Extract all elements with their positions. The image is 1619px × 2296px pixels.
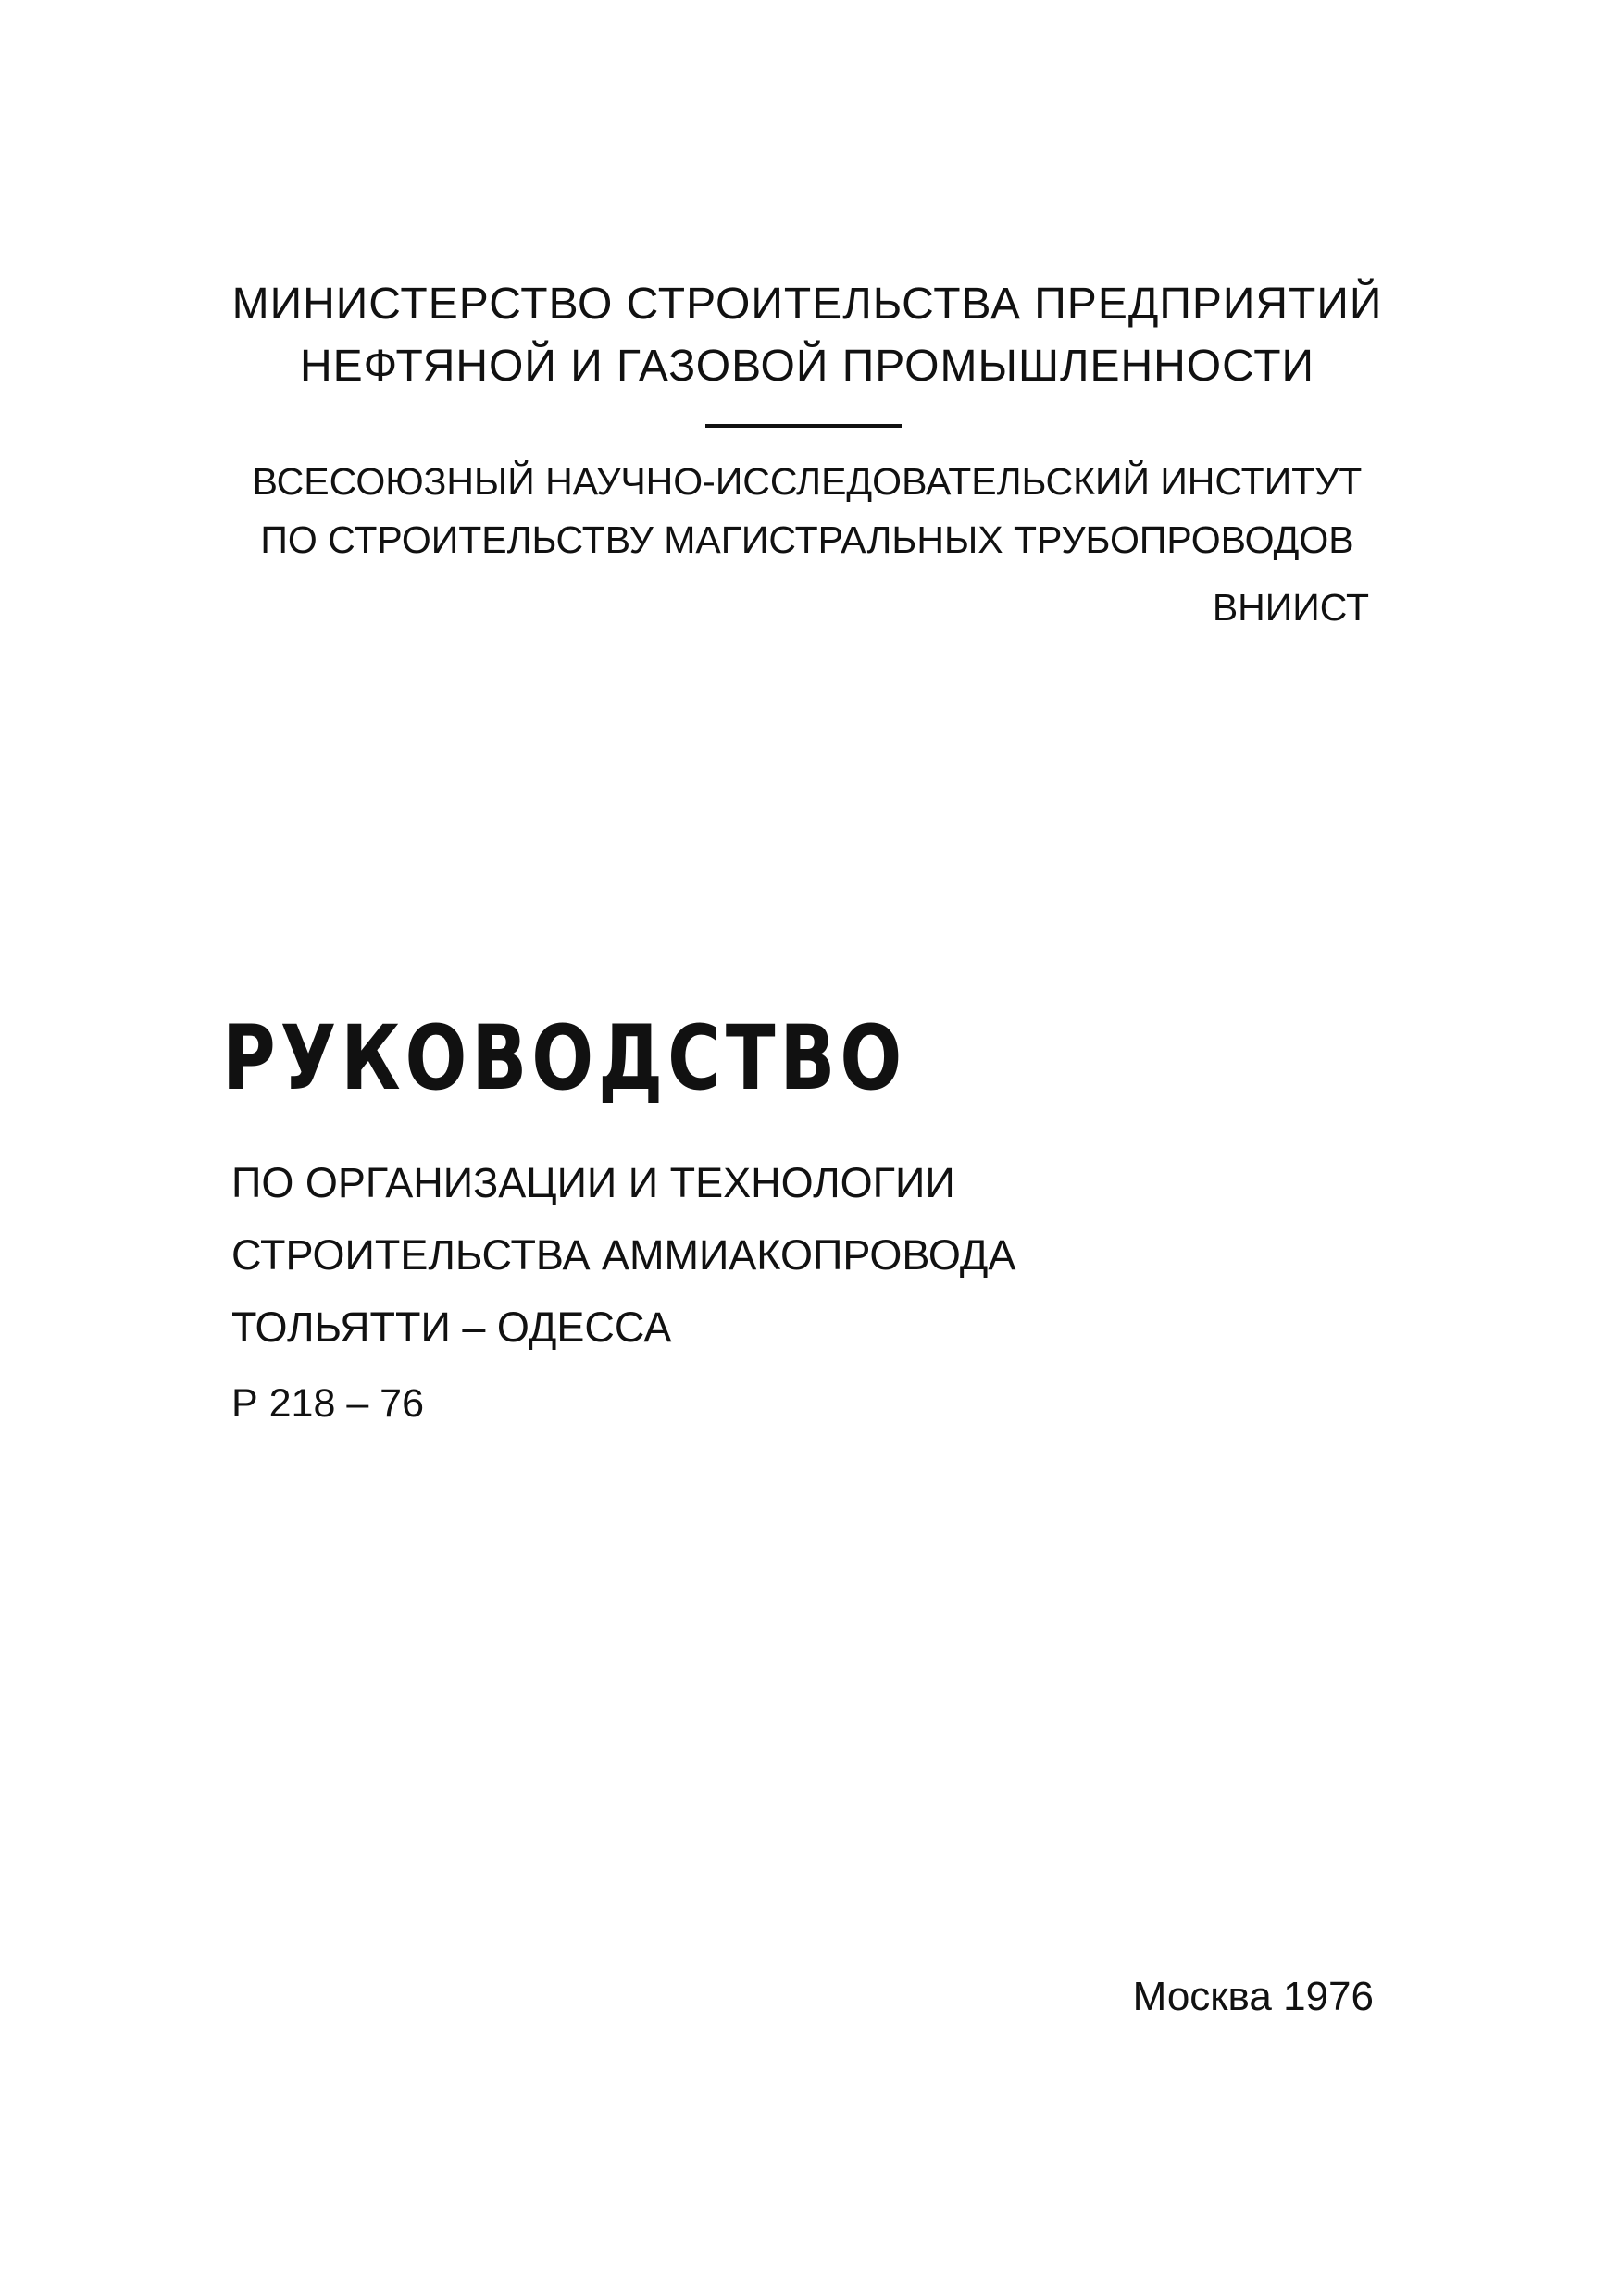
institute-abbreviation: ВНИИСТ	[1212, 586, 1369, 629]
ministry-name-line-1: МИНИСТЕРСТВО СТРОИТЕЛЬСТВА ПРЕДПРИЯТИЙ	[231, 280, 1383, 329]
institute-name-line-1: ВСЕСОЮЗНЫЙ НАУЧНО-ИССЛЕДОВАТЕЛЬСКИЙ ИНСТИТУТ	[252, 460, 1363, 503]
document-subtitle-line-3: ТОЛЬЯТТИ – ОДЕССА	[231, 1304, 672, 1351]
document-subtitle-line-2: СТРОИТЕЛЬСТВА АММИАКОПРОВОДА	[231, 1231, 1016, 1279]
ministry-name-line-2: НЕФТЯНОЙ И ГАЗОВОЙ ПРОМЫШЛЕННОСТИ	[299, 342, 1315, 391]
header-divider	[705, 424, 902, 428]
document-title: РУКОВОДСТВО	[222, 1006, 907, 1110]
document-subtitle-line-1: ПО ОРГАНИЗАЦИИ И ТЕХНОЛОГИИ	[231, 1159, 955, 1206]
institute-name-line-2: ПО СТРОИТЕЛЬСТВУ МАГИСТРАЛЬНЫХ ТРУБОПРОВОДОВ	[260, 518, 1354, 561]
document-code: Р 218 – 76	[231, 1381, 425, 1426]
publication-place-year: Москва 1976	[1132, 1974, 1374, 2019]
